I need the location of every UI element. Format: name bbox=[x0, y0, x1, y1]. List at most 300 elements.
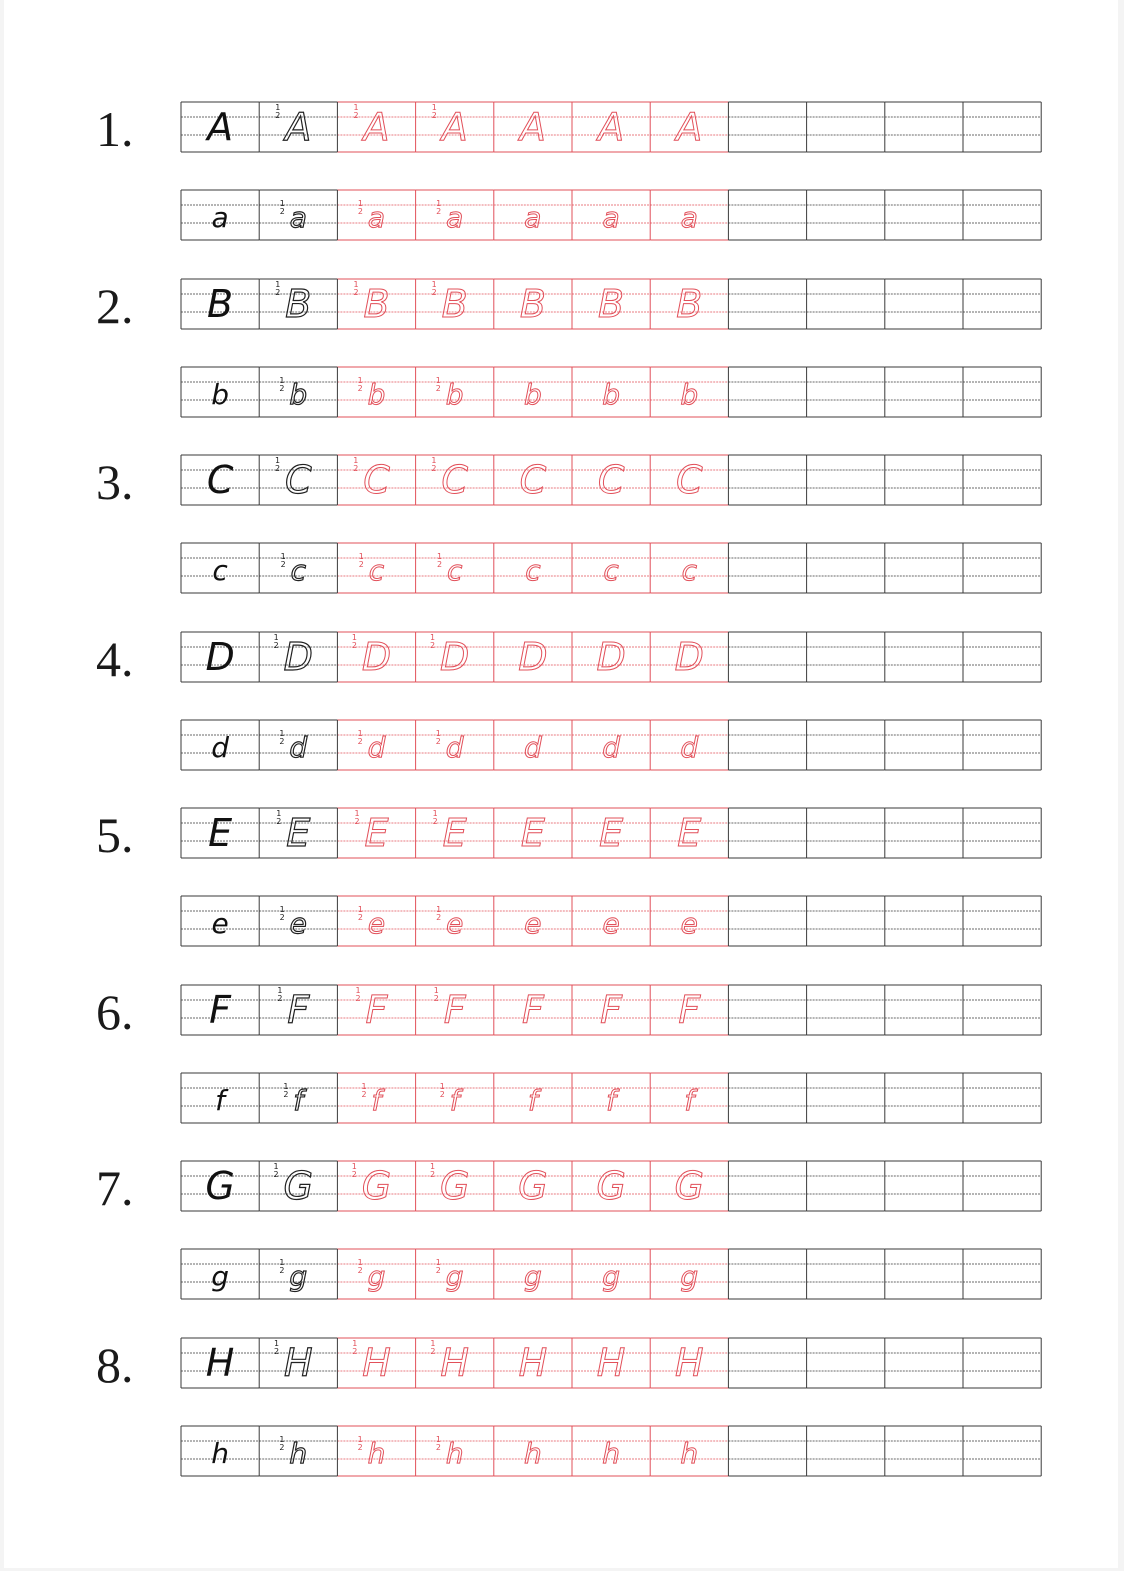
stroke-order-letter: c 1 2 bbox=[291, 557, 306, 585]
trace-letter: H bbox=[596, 1340, 626, 1385]
trace-letter-cell bbox=[650, 720, 728, 770]
trace-letter-cell bbox=[494, 632, 572, 682]
trace-letter-cell bbox=[337, 543, 415, 593]
blank-practice-cell[interactable] bbox=[963, 1426, 1041, 1476]
trace-letter-cell bbox=[337, 279, 415, 329]
stroke-order-letter-cell bbox=[259, 367, 337, 417]
blank-practice-cell[interactable] bbox=[885, 367, 963, 417]
trace-letter: B 1 2 bbox=[363, 285, 389, 323]
trace-letter-cell bbox=[416, 808, 494, 858]
lowercase-practice-strip bbox=[181, 1249, 1041, 1299]
trace-letter: G bbox=[596, 1164, 626, 1208]
trace-letter: a bbox=[680, 201, 698, 234]
model-letter: h bbox=[211, 1436, 229, 1470]
model-letter: g bbox=[211, 1260, 229, 1293]
blank-practice-cell[interactable] bbox=[807, 1161, 885, 1211]
trace-letter: f bbox=[684, 1083, 695, 1117]
blank-practice-cell[interactable] bbox=[807, 985, 885, 1035]
blank-practice-cell[interactable] bbox=[728, 367, 806, 417]
model-letter-cell bbox=[181, 632, 259, 682]
trace-letter: H 1 2 bbox=[440, 1344, 469, 1382]
blank-practice-cell[interactable] bbox=[963, 1161, 1041, 1211]
trace-letter-cell bbox=[494, 1249, 572, 1299]
trace-letter: d bbox=[680, 730, 699, 764]
model-letter-cell bbox=[181, 896, 259, 946]
model-letter-cell bbox=[181, 1073, 259, 1123]
trace-letter: d 1 2 bbox=[368, 734, 386, 762]
row-number: 7. bbox=[96, 1160, 134, 1216]
model-letter-cell bbox=[181, 1338, 259, 1388]
stroke-order-letter: G 1 2 bbox=[284, 1167, 313, 1205]
trace-letter-cell bbox=[494, 102, 572, 152]
trace-letter: h bbox=[524, 1436, 542, 1470]
uppercase-practice-strip bbox=[181, 985, 1041, 1035]
trace-letter-cell bbox=[650, 279, 728, 329]
trace-letter-cell bbox=[650, 455, 728, 505]
model-letter-cell bbox=[181, 455, 259, 505]
stroke-order-letter-cell bbox=[259, 102, 337, 152]
blank-practice-cell[interactable] bbox=[807, 1426, 885, 1476]
stroke-order-letter: e 1 2 bbox=[290, 910, 307, 938]
model-letter-cell bbox=[181, 1161, 259, 1211]
trace-letter-cell bbox=[572, 455, 650, 505]
stroke-order-letter-cell bbox=[259, 1161, 337, 1211]
blank-practice-cell[interactable] bbox=[728, 1161, 806, 1211]
model-letter-cell bbox=[181, 1249, 259, 1299]
model-letter-cell bbox=[181, 279, 259, 329]
trace-letter-cell bbox=[572, 367, 650, 417]
model-letter: F bbox=[209, 987, 232, 1032]
trace-letter-cell bbox=[416, 543, 494, 593]
model-letter: C bbox=[206, 458, 234, 502]
trace-letter-cell bbox=[650, 102, 728, 152]
blank-practice-cell[interactable] bbox=[728, 720, 806, 770]
trace-letter-cell bbox=[650, 1338, 728, 1388]
trace-letter: G bbox=[518, 1164, 548, 1208]
trace-letter: E bbox=[677, 811, 702, 855]
trace-letter-cell bbox=[494, 720, 572, 770]
trace-letter: H 1 2 bbox=[362, 1344, 391, 1382]
trace-letter-cell bbox=[494, 367, 572, 417]
trace-letter: B bbox=[598, 281, 625, 326]
blank-practice-cell[interactable] bbox=[885, 1249, 963, 1299]
trace-letter: b 1 2 bbox=[368, 381, 386, 409]
uppercase-practice-strip bbox=[181, 808, 1041, 858]
stroke-order-letter-cell bbox=[259, 190, 337, 240]
trace-letter: A 1 2 bbox=[442, 108, 468, 146]
blank-practice-cell[interactable] bbox=[728, 190, 806, 240]
trace-letter: d bbox=[602, 730, 620, 764]
trace-letter: h 1 2 bbox=[368, 1440, 386, 1468]
trace-letter-cell bbox=[337, 1426, 415, 1476]
trace-letter: F bbox=[678, 987, 701, 1032]
blank-practice-cell[interactable] bbox=[885, 1073, 963, 1123]
row-number: 3. bbox=[96, 454, 134, 510]
trace-letter-cell bbox=[494, 1426, 572, 1476]
trace-letter-cell bbox=[416, 1426, 494, 1476]
blank-practice-cell[interactable] bbox=[728, 632, 806, 682]
blank-practice-cell[interactable] bbox=[885, 190, 963, 240]
trace-letter-cell bbox=[572, 632, 650, 682]
model-letter: A bbox=[207, 105, 234, 149]
trace-letter-cell bbox=[572, 190, 650, 240]
stroke-order-letter: B 1 2 bbox=[285, 285, 311, 323]
model-letter: E bbox=[208, 811, 233, 855]
stroke-order-letter-cell bbox=[259, 1426, 337, 1476]
stroke-order-letter: D 1 2 bbox=[284, 638, 313, 676]
stroke-order-letter-cell bbox=[259, 632, 337, 682]
trace-letter-cell bbox=[494, 896, 572, 946]
model-letter-cell bbox=[181, 1426, 259, 1476]
blank-practice-cell[interactable] bbox=[728, 1073, 806, 1123]
trace-letter-cell bbox=[572, 985, 650, 1035]
trace-letter: C bbox=[597, 458, 625, 502]
trace-letter-cell bbox=[572, 896, 650, 946]
trace-letter-cell bbox=[494, 1073, 572, 1123]
model-letter: b bbox=[211, 377, 229, 411]
trace-letter: D bbox=[518, 634, 548, 679]
trace-letter-cell bbox=[416, 896, 494, 946]
trace-letter: c bbox=[525, 554, 541, 587]
trace-letter-cell bbox=[416, 367, 494, 417]
blank-practice-cell[interactable] bbox=[963, 1338, 1041, 1388]
trace-letter-cell bbox=[572, 1426, 650, 1476]
model-letter: D bbox=[205, 634, 235, 679]
row-number: 8. bbox=[96, 1336, 134, 1393]
trace-letter-cell bbox=[337, 190, 415, 240]
trace-letter: A bbox=[519, 105, 546, 149]
trace-letter-cell bbox=[416, 1161, 494, 1211]
stroke-order-letter-cell bbox=[259, 279, 337, 329]
blank-practice-cell[interactable] bbox=[963, 632, 1041, 682]
blank-practice-cell[interactable] bbox=[807, 367, 885, 417]
lowercase-practice-strip bbox=[181, 1073, 1041, 1123]
model-letter-cell bbox=[181, 102, 259, 152]
trace-letter-cell bbox=[572, 279, 650, 329]
trace-letter: a 1 2 bbox=[446, 204, 463, 232]
blank-practice-cell[interactable] bbox=[807, 1073, 885, 1123]
blank-practice-cell[interactable] bbox=[807, 102, 885, 152]
trace-letter-cell bbox=[337, 1161, 415, 1211]
model-letter-cell bbox=[181, 720, 259, 770]
model-letter: c bbox=[212, 554, 228, 587]
blank-practice-cell[interactable] bbox=[963, 1249, 1041, 1299]
model-letter: a bbox=[211, 201, 229, 234]
trace-letter: F bbox=[600, 987, 623, 1032]
trace-letter-cell bbox=[337, 985, 415, 1035]
trace-letter: b bbox=[680, 377, 699, 411]
trace-letter: D bbox=[674, 634, 704, 679]
trace-letter-cell bbox=[416, 279, 494, 329]
model-letter-cell bbox=[181, 190, 259, 240]
blank-practice-cell[interactable] bbox=[885, 1338, 963, 1388]
trace-letter: A bbox=[598, 105, 625, 149]
trace-letter: G 1 2 bbox=[362, 1167, 391, 1205]
blank-practice-cell[interactable] bbox=[807, 632, 885, 682]
stroke-order-letter-cell bbox=[259, 985, 337, 1035]
trace-letter: a 1 2 bbox=[368, 204, 385, 232]
stroke-order-letter-cell bbox=[259, 1338, 337, 1388]
model-letter-cell bbox=[181, 985, 259, 1035]
trace-letter: e 1 2 bbox=[446, 910, 463, 938]
trace-letter-cell bbox=[337, 896, 415, 946]
trace-letter-cell bbox=[494, 1161, 572, 1211]
model-letter: G bbox=[205, 1164, 235, 1208]
trace-letter: f 1 2 bbox=[372, 1087, 382, 1115]
trace-letter-cell bbox=[650, 632, 728, 682]
trace-letter: e bbox=[602, 907, 620, 940]
blank-practice-cell[interactable] bbox=[963, 985, 1041, 1035]
trace-letter-cell bbox=[494, 985, 572, 1035]
blank-practice-cell[interactable] bbox=[963, 279, 1041, 329]
trace-letter: g 1 2 bbox=[446, 1263, 464, 1291]
blank-practice-cell[interactable] bbox=[807, 1338, 885, 1388]
trace-letter-cell bbox=[337, 808, 415, 858]
blank-practice-cell[interactable] bbox=[807, 279, 885, 329]
trace-letter: h bbox=[680, 1436, 699, 1470]
blank-practice-cell[interactable] bbox=[807, 808, 885, 858]
stroke-order-letter: f 1 2 bbox=[293, 1087, 303, 1115]
stroke-order-letter: b 1 2 bbox=[289, 381, 307, 409]
stroke-order-letter: d 1 2 bbox=[289, 734, 307, 762]
trace-letter-cell bbox=[416, 102, 494, 152]
trace-letter-cell bbox=[337, 632, 415, 682]
stroke-order-letter: F 1 2 bbox=[287, 991, 309, 1029]
trace-letter: b bbox=[602, 377, 620, 411]
blank-practice-cell[interactable] bbox=[963, 720, 1041, 770]
blank-practice-cell[interactable] bbox=[885, 985, 963, 1035]
stroke-order-letter-cell bbox=[259, 543, 337, 593]
trace-letter-cell bbox=[337, 455, 415, 505]
trace-letter: B bbox=[519, 281, 546, 326]
row-number: 6. bbox=[96, 983, 134, 1040]
blank-practice-cell[interactable] bbox=[885, 102, 963, 152]
lowercase-practice-strip bbox=[181, 720, 1041, 770]
blank-practice-cell[interactable] bbox=[807, 720, 885, 770]
trace-letter: b 1 2 bbox=[446, 381, 464, 409]
blank-practice-cell[interactable] bbox=[885, 720, 963, 770]
row-number: 1. bbox=[96, 101, 134, 157]
trace-letter: c 1 2 bbox=[369, 557, 384, 585]
trace-letter: b bbox=[524, 377, 542, 411]
blank-practice-cell[interactable] bbox=[885, 543, 963, 593]
trace-letter: E 1 2 bbox=[364, 814, 388, 852]
trace-letter: f bbox=[606, 1083, 617, 1117]
worksheet-page bbox=[4, 0, 1118, 1568]
trace-letter-cell bbox=[337, 720, 415, 770]
trace-letter-cell bbox=[650, 1073, 728, 1123]
blank-practice-cell[interactable] bbox=[885, 632, 963, 682]
trace-letter: c bbox=[603, 554, 619, 587]
uppercase-practice-strip bbox=[181, 455, 1041, 505]
trace-letter: C 1 2 bbox=[363, 461, 390, 499]
trace-letter-cell bbox=[416, 1073, 494, 1123]
trace-letter: D 1 2 bbox=[362, 638, 391, 676]
model-letter-cell bbox=[181, 543, 259, 593]
trace-letter-cell bbox=[416, 720, 494, 770]
trace-letter: H bbox=[674, 1340, 704, 1385]
trace-letter: g bbox=[680, 1260, 699, 1293]
blank-practice-cell[interactable] bbox=[728, 985, 806, 1035]
blank-practice-cell[interactable] bbox=[885, 1426, 963, 1476]
stroke-order-letter: h 1 2 bbox=[289, 1440, 307, 1468]
trace-letter: h 1 2 bbox=[446, 1440, 464, 1468]
trace-letter: B bbox=[676, 281, 703, 326]
model-letter-cell bbox=[181, 808, 259, 858]
model-letter: B bbox=[207, 281, 234, 326]
trace-letter: F 1 2 bbox=[366, 991, 388, 1029]
trace-letter: A 1 2 bbox=[363, 108, 389, 146]
trace-letter-cell bbox=[572, 808, 650, 858]
trace-letter: a bbox=[524, 201, 542, 234]
trace-letter-cell bbox=[494, 190, 572, 240]
lowercase-practice-strip bbox=[181, 1426, 1041, 1476]
trace-letter: c 1 2 bbox=[447, 557, 462, 585]
trace-letter-cell bbox=[572, 1249, 650, 1299]
trace-letter-cell bbox=[572, 1161, 650, 1211]
stroke-order-letter-cell bbox=[259, 808, 337, 858]
stroke-order-letter-cell bbox=[259, 1073, 337, 1123]
blank-practice-cell[interactable] bbox=[728, 896, 806, 946]
trace-letter-cell bbox=[416, 190, 494, 240]
trace-letter-cell bbox=[572, 1338, 650, 1388]
trace-letter-cell bbox=[650, 190, 728, 240]
row-number: 4. bbox=[96, 630, 134, 687]
stroke-order-letter: E 1 2 bbox=[286, 814, 310, 852]
trace-letter: F bbox=[521, 987, 544, 1032]
blank-practice-cell[interactable] bbox=[963, 1073, 1041, 1123]
blank-practice-cell[interactable] bbox=[728, 1338, 806, 1388]
trace-letter: c bbox=[681, 554, 697, 587]
trace-letter: C bbox=[676, 458, 703, 502]
trace-letter: d 1 2 bbox=[446, 734, 464, 762]
trace-letter-cell bbox=[494, 543, 572, 593]
blank-practice-cell[interactable] bbox=[963, 896, 1041, 946]
blank-practice-cell[interactable] bbox=[885, 1161, 963, 1211]
trace-letter: B 1 2 bbox=[442, 285, 468, 323]
trace-letter-cell bbox=[337, 1073, 415, 1123]
row-number: 2. bbox=[96, 277, 134, 334]
lowercase-practice-strip bbox=[181, 367, 1041, 417]
blank-practice-cell[interactable] bbox=[963, 102, 1041, 152]
blank-practice-cell[interactable] bbox=[728, 1426, 806, 1476]
trace-letter: D 1 2 bbox=[440, 638, 469, 676]
stroke-order-letter-cell bbox=[259, 455, 337, 505]
trace-letter: d bbox=[524, 730, 542, 764]
trace-letter-cell bbox=[416, 1338, 494, 1388]
trace-letter-cell bbox=[650, 808, 728, 858]
row-number: 5. bbox=[96, 807, 134, 863]
stroke-order-letter: C 1 2 bbox=[285, 461, 312, 499]
trace-letter-cell bbox=[650, 1249, 728, 1299]
trace-letter: a bbox=[602, 201, 620, 234]
trace-letter: g bbox=[524, 1260, 542, 1293]
blank-practice-cell[interactable] bbox=[728, 543, 806, 593]
model-letter: H bbox=[205, 1340, 235, 1385]
stroke-order-letter-cell bbox=[259, 1249, 337, 1299]
lowercase-practice-strip bbox=[181, 190, 1041, 240]
trace-letter: f bbox=[527, 1083, 538, 1117]
trace-letter-cell bbox=[650, 1161, 728, 1211]
trace-letter: C 1 2 bbox=[441, 461, 468, 499]
trace-letter-cell bbox=[416, 1249, 494, 1299]
trace-letter: H bbox=[518, 1340, 548, 1385]
trace-letter-cell bbox=[494, 808, 572, 858]
trace-letter-cell bbox=[416, 985, 494, 1035]
trace-letter-cell bbox=[650, 896, 728, 946]
blank-practice-cell[interactable] bbox=[885, 808, 963, 858]
trace-letter-cell bbox=[416, 455, 494, 505]
blank-practice-cell[interactable] bbox=[885, 896, 963, 946]
blank-practice-cell[interactable] bbox=[963, 190, 1041, 240]
trace-letter: D bbox=[596, 634, 626, 679]
trace-letter: e bbox=[680, 907, 698, 940]
blank-practice-cell[interactable] bbox=[963, 455, 1041, 505]
stroke-order-letter: H 1 2 bbox=[284, 1344, 313, 1382]
uppercase-practice-strip bbox=[181, 102, 1041, 152]
stroke-order-letter: a 1 2 bbox=[290, 204, 307, 232]
trace-letter-cell bbox=[572, 1073, 650, 1123]
model-letter: d bbox=[211, 730, 229, 764]
blank-practice-cell[interactable] bbox=[963, 808, 1041, 858]
trace-letter-cell bbox=[494, 279, 572, 329]
trace-letter-cell bbox=[650, 543, 728, 593]
blank-practice-cell[interactable] bbox=[728, 279, 806, 329]
blank-practice-cell[interactable] bbox=[885, 279, 963, 329]
trace-letter: F 1 2 bbox=[444, 991, 466, 1029]
stroke-order-letter: A 1 2 bbox=[285, 108, 311, 146]
trace-letter-cell bbox=[572, 102, 650, 152]
blank-practice-cell[interactable] bbox=[728, 808, 806, 858]
blank-practice-cell[interactable] bbox=[728, 1249, 806, 1299]
model-letter: e bbox=[211, 907, 229, 940]
trace-letter-cell bbox=[337, 367, 415, 417]
trace-letter: e 1 2 bbox=[368, 910, 385, 938]
trace-letter-cell bbox=[572, 543, 650, 593]
blank-practice-cell[interactable] bbox=[807, 543, 885, 593]
blank-practice-cell[interactable] bbox=[963, 543, 1041, 593]
model-letter-cell bbox=[181, 367, 259, 417]
blank-practice-cell[interactable] bbox=[807, 896, 885, 946]
trace-letter: e bbox=[524, 907, 542, 940]
trace-letter-cell bbox=[416, 632, 494, 682]
blank-practice-cell[interactable] bbox=[885, 455, 963, 505]
blank-practice-cell[interactable] bbox=[807, 455, 885, 505]
uppercase-practice-strip bbox=[181, 632, 1041, 682]
trace-letter: g bbox=[602, 1260, 620, 1293]
trace-letter-cell bbox=[572, 720, 650, 770]
trace-letter: E bbox=[520, 811, 545, 855]
lowercase-practice-strip bbox=[181, 896, 1041, 946]
stroke-order-letter-cell bbox=[259, 896, 337, 946]
trace-letter-cell bbox=[650, 985, 728, 1035]
trace-letter: E bbox=[599, 811, 624, 855]
trace-letter: A bbox=[676, 105, 703, 149]
model-letter: f bbox=[215, 1083, 226, 1117]
trace-letter-cell bbox=[650, 367, 728, 417]
blank-practice-cell[interactable] bbox=[728, 455, 806, 505]
blank-practice-cell[interactable] bbox=[807, 1249, 885, 1299]
blank-practice-cell[interactable] bbox=[963, 367, 1041, 417]
blank-practice-cell[interactable] bbox=[728, 102, 806, 152]
trace-letter-cell bbox=[494, 1338, 572, 1388]
uppercase-practice-strip bbox=[181, 1338, 1041, 1388]
trace-letter-cell bbox=[337, 102, 415, 152]
trace-letter: C bbox=[519, 458, 547, 502]
trace-letter: G bbox=[674, 1164, 704, 1208]
stroke-order-letter-cell bbox=[259, 720, 337, 770]
blank-practice-cell[interactable] bbox=[807, 190, 885, 240]
